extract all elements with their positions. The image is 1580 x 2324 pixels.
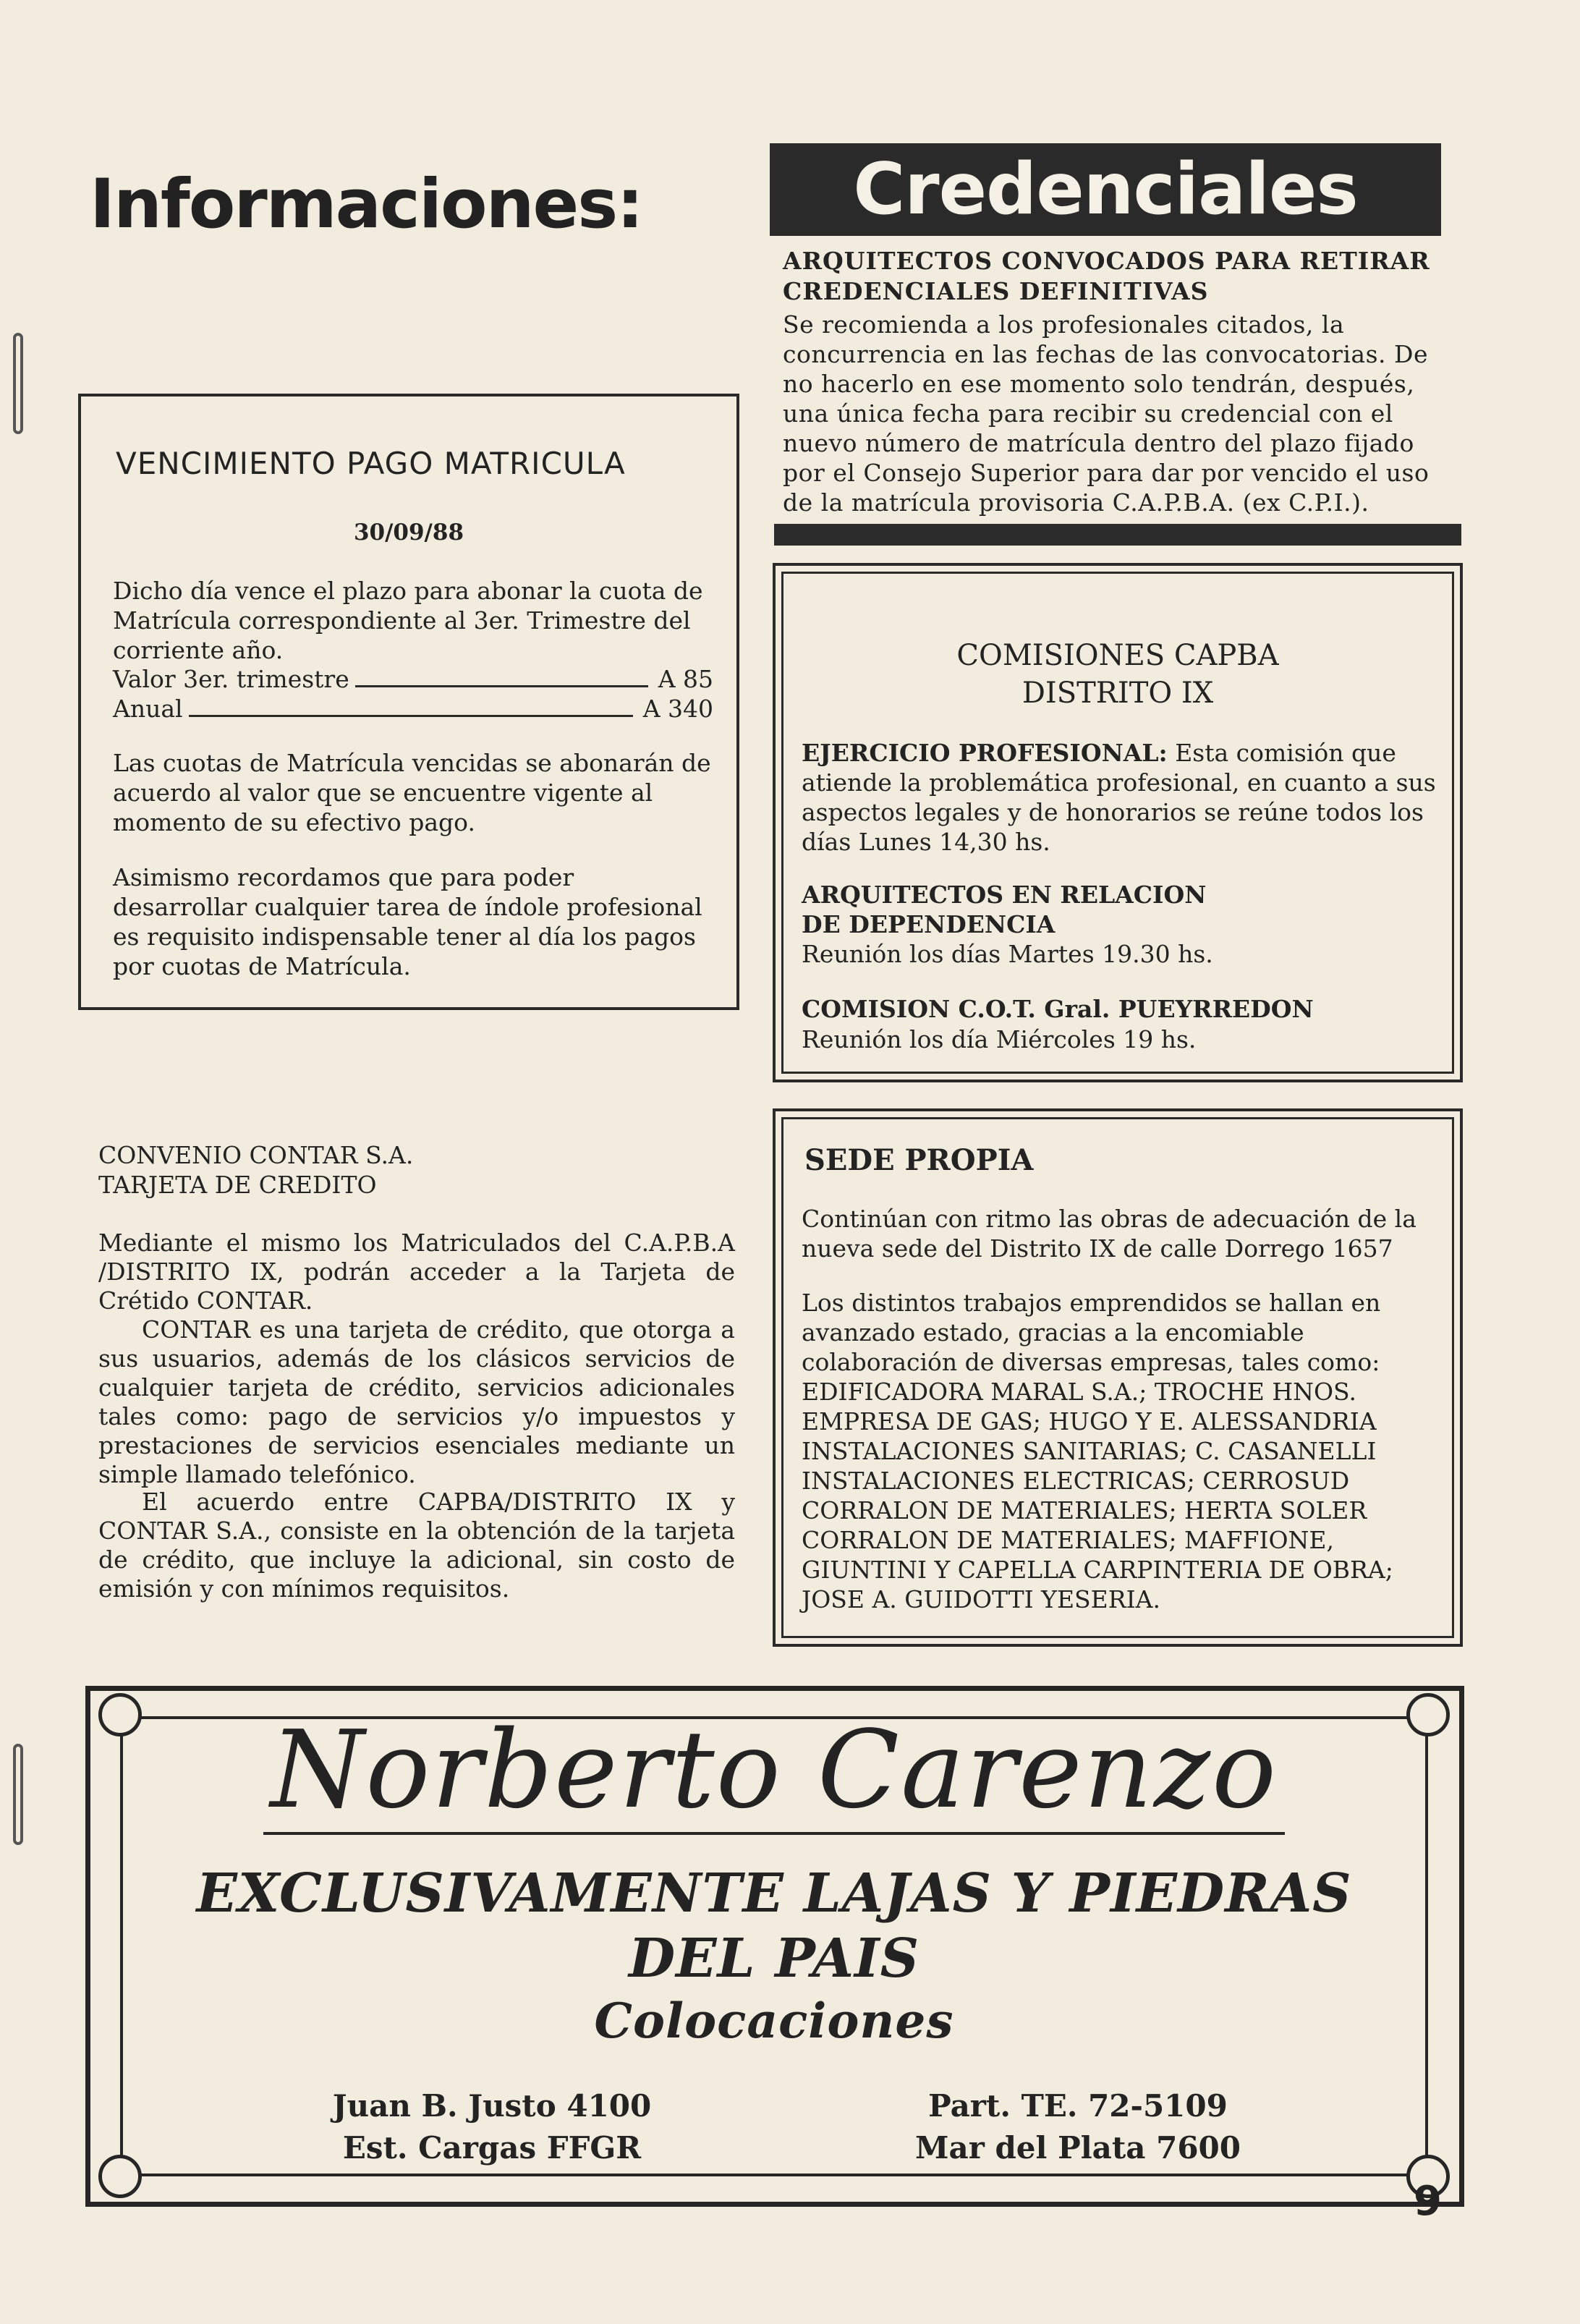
cot-title: COMISION C.O.T. Gral. PUEYRREDON	[802, 995, 1314, 1023]
leader-line	[355, 685, 648, 687]
ad-address	[289, 2085, 695, 2169]
vencimiento-date: 30/09/88	[353, 519, 464, 546]
ejercicio-text: Esta comisión que atiende la problemática profesional, en cuanto a sus aspectos legales y de honorarios se reúne todos los días Lunes 14,30 hs.	[802, 739, 1436, 856]
contar-title	[98, 1140, 413, 1200]
dependencia-title-line: ARQUITECTOS EN RELACION	[802, 881, 1207, 909]
anual-label: Anual	[113, 695, 183, 723]
credenciales-body: Se recomienda a los profesionales citados, la concurrencia en las fechas de las convocatorias. De no hacerlo en ese momento solo tendrán, después, una única fecha para recibir su credencial con el nuevo número de matrícula dentro del plazo fijado por el Consejo Superior para dar por vencido el uso de la matrícula provisoria C.A.P.B.A. (ex C.P.I.).	[783, 310, 1430, 517]
vencimiento-title: VENCIMIENTO PAGO MATRICULA	[116, 446, 626, 481]
page-number: 9	[1414, 2178, 1442, 2225]
valor-label: Valor 3er. trimestre	[113, 665, 349, 693]
section-title-informaciones: Informaciones:	[90, 165, 642, 244]
leader-line	[189, 715, 633, 717]
contar-title-line: TARJETA DE CREDITO	[98, 1171, 377, 1199]
binding-staple	[13, 1744, 23, 1845]
sede-box	[773, 1108, 1463, 1647]
vencimiento-paragraph: Dicho día vence el plazo para abonar la cuota de Matrícula correspondiente al 3er. Trimestre del corriente año.	[113, 577, 703, 664]
anual-amount: A 340	[642, 695, 713, 723]
valor-row	[113, 664, 713, 724]
dependencia-title-line: DE DEPENDENCIA	[802, 910, 1056, 938]
binding-staple	[13, 333, 23, 434]
comisiones-title-line: COMISIONES CAPBA	[956, 639, 1279, 672]
comisiones-title-line: DISTRITO IX	[1022, 677, 1214, 710]
sede-paragraph: Los distintos trabajos emprendidos se hallan en avanzado estado, gracias a la encomiable colaboración de diversas empresas, tales como: EDIFICADORA MARAL S.A.; TROCHE HNOS. EMPRESA DE GAS; HUGO Y E. ALESSANDRIA INSTALACIONES SANITARIAS; C. CASANELLI INSTALACIONES ELECTRICAS; CERROSUD CORRALON DE MATERIALES; HERTA SOLER CORRALON DE MATERIALES; MAFFIONE, GIUNTINI Y CAPELLA CARPINTERIA DE OBRA; JOSE A. GUIDOTTI YESERIA.	[802, 1289, 1393, 1613]
comisiones-title	[776, 637, 1460, 712]
ejercicio-profesional	[802, 738, 1438, 857]
dependencia-text: Reunión los días Martes 19.30 hs.	[802, 940, 1213, 968]
contar-paragraph: El acuerdo entre CAPBA/DISTRITO IX y CONTAR S.A., consiste en la obtención de la tarjeta de crédito, que incluye la adicional, sin costo de emisión y con mínimos requisitos.	[98, 1488, 735, 1603]
valor-amount: A 85	[658, 665, 713, 693]
ad-tagline: DEL PAIS	[628, 1928, 920, 1990]
cot-text: Reunión los día Miércoles 19 hs.	[802, 1025, 1197, 1053]
advertiser-name	[120, 1708, 1428, 1832]
ad-address-line: Est. Cargas FFGR	[342, 2130, 642, 2166]
sede-paragraph: Continúan con ritmo las obras de adecuación de la nueva sede del Distrito IX de calle Dorrego 1657	[802, 1205, 1417, 1263]
advertiser-name-text: Norberto Carenzo	[263, 1708, 1285, 1835]
dependencia-title	[802, 880, 1438, 939]
contar-title-line: CONVENIO CONTAR S.A.	[98, 1141, 414, 1169]
ad-tagline: EXCLUSIVAMENTE LAJAS Y PIEDRAS	[196, 1862, 1352, 1925]
sede-title: SEDE PROPIA	[804, 1143, 1034, 1177]
ad-contact-line: Mar del Plata 7600	[914, 2130, 1241, 2166]
ejercicio-label: EJERCICIO PROFESIONAL:	[802, 739, 1168, 767]
vencimiento-paragraph: Asimismo recordamos que para poder desarrollar cualquier tarea de índole profesional es requisito indispensable tener al día los pagos por cuotas de Matrícula.	[113, 863, 702, 980]
ad-contact	[861, 2085, 1295, 2169]
section-banner-credenciales: Credenciales	[770, 143, 1441, 236]
comisiones-box	[773, 563, 1463, 1082]
ad-services: Colocaciones	[594, 1993, 954, 2049]
vencimiento-box	[78, 394, 739, 1010]
divider-bar	[774, 524, 1461, 546]
vencimiento-paragraph: Las cuotas de Matrícula vencidas se abonarán de acuerdo al valor que se encuentre vigente al momento de su efectivo pago.	[113, 749, 711, 836]
corner-ornament	[98, 2155, 142, 2198]
credenciales-title: ARQUITECTOS CONVOCADOS PARA RETIRAR CREDENCIALES DEFINITIVAS	[783, 247, 1430, 305]
contar-paragraph: CONTAR es una tarjeta de crédito, que otorga a sus usuarios, además de los clásicos servicios de cualquier tarjeta de crédito, servicios adicionales tales como: pago de servicios y/o impuestos y prestaciones de servicios esenciales mediante un simple llamado telefónico.	[98, 1315, 735, 1488]
ad-address-line: Juan B. Justo 4100	[332, 2088, 652, 2124]
contar-paragraph: Mediante el mismo los Matriculados del C.A.P.B.A /DISTRITO IX, podrán acceder a la Tarjeta de Crétido CONTAR.	[98, 1229, 735, 1315]
ad-contact-line: Part. TE. 72-5109	[928, 2088, 1228, 2124]
